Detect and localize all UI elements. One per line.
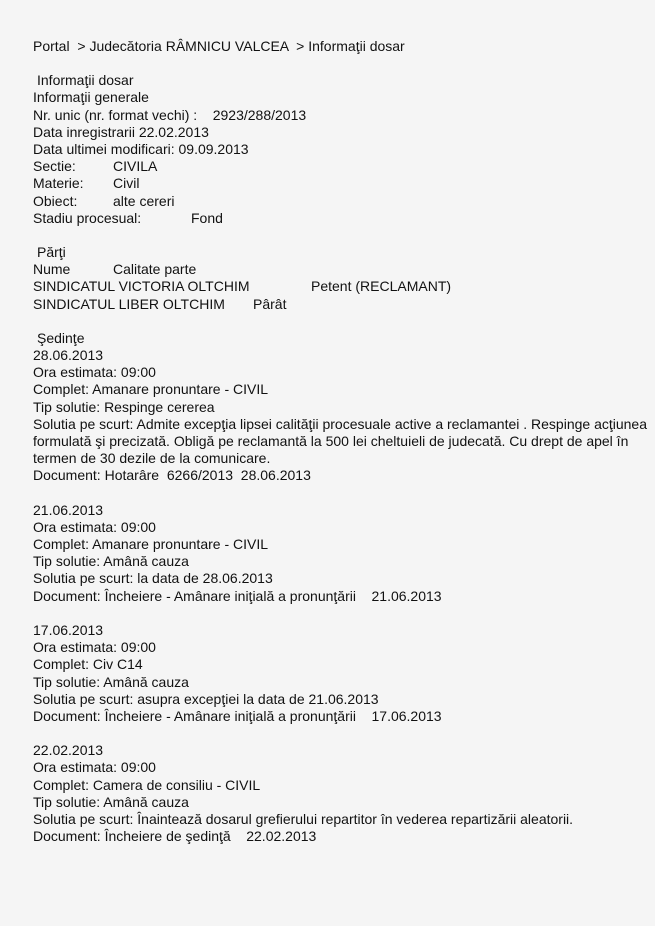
sedinta-complet: Complet: Amanare pronuntare - CIVIL bbox=[33, 536, 269, 553]
breadcrumb-portal-link[interactable]: Portal bbox=[33, 38, 70, 54]
sedinta-solutia: Solutia pe scurt: asupra excepţiei la data de 21.06.2013 bbox=[33, 690, 379, 707]
sedinta-solutia: Solutia pe scurt: Înaintează dosarul grefierului repartitor în vederea repartizării aleatorii. bbox=[33, 810, 574, 827]
data-inregistrarii-label: Data inregistrarii bbox=[33, 123, 135, 140]
sedinta-solutia: Solutia pe scurt: la data de 28.06.2013 bbox=[33, 570, 273, 587]
obiect-row bbox=[33, 193, 648, 210]
section-title-sedinte: Şedinţe bbox=[37, 329, 85, 346]
sedinta-complet: Complet: Amanare pronuntare - CIVIL bbox=[33, 381, 269, 398]
breadcrumb-current: Informaţii dosar bbox=[308, 38, 405, 54]
breadcrumb-separator: > bbox=[77, 38, 86, 54]
sedinta-ora: Ora estimata: 09:00 bbox=[33, 639, 156, 656]
sedinta-tip-solutie: Tip solutie: Amână cauza bbox=[33, 553, 189, 570]
general-info-section bbox=[33, 72, 648, 227]
parti-section bbox=[33, 244, 648, 313]
sedinta-entry bbox=[33, 742, 648, 845]
nr-unic-row bbox=[33, 107, 648, 124]
sedinta-date: 17.06.2013 bbox=[33, 621, 104, 638]
materie-value: Civil bbox=[113, 175, 140, 192]
parte-nume: SINDICATUL VICTORIA OLTCHIM bbox=[33, 278, 250, 295]
breadcrumb-separator: > bbox=[296, 38, 305, 54]
parti-header-row bbox=[33, 261, 648, 278]
sedinta-ora: Ora estimata: 09:00 bbox=[33, 759, 156, 776]
stadiu-value: Fond bbox=[191, 209, 223, 226]
sedinta-entry bbox=[33, 347, 648, 485]
breadcrumb bbox=[33, 38, 648, 55]
sectie-row bbox=[33, 158, 648, 175]
sedinta-date: 28.06.2013 bbox=[33, 347, 104, 364]
sedinta-ora: Ora estimata: 09:00 bbox=[33, 518, 156, 535]
sedinta-document: Document: Hotarâre 6266/2013 28.06.2013 bbox=[33, 467, 311, 484]
sedinta-complet: Complet: Civ C14 bbox=[33, 656, 143, 673]
page-content bbox=[33, 38, 648, 862]
sedinta-tip-solutie: Tip solutie: Amână cauza bbox=[33, 673, 189, 690]
parti-col-calitate: Calitate parte bbox=[113, 261, 197, 278]
sedinta-date: 21.06.2013 bbox=[33, 501, 104, 518]
materie-row bbox=[33, 175, 648, 192]
parte-nume: SINDICATUL LIBER OLTCHIM bbox=[33, 295, 225, 312]
parti-row bbox=[33, 278, 648, 295]
parti-col-nume: Nume bbox=[33, 261, 71, 278]
materie-label: Materie: bbox=[33, 175, 84, 192]
sedinta-complet: Complet: Camera de consiliu - CIVIL bbox=[33, 776, 261, 793]
sedinta-tip-solutie: Tip solutie: Amână cauza bbox=[33, 793, 189, 810]
breadcrumb-court-link[interactable]: Judecătoria RÂMNICU VALCEA bbox=[89, 38, 289, 54]
parti-row bbox=[33, 296, 648, 313]
section-title-parti: Părţi bbox=[37, 244, 66, 261]
sedinta-ora: Ora estimata: 09:00 bbox=[33, 364, 156, 381]
data-inregistrarii-value: 22.02.2013 bbox=[138, 123, 209, 140]
data-modificari-row bbox=[33, 141, 648, 158]
nr-unic-label: Nr. unic (nr. format vechi) : bbox=[33, 106, 198, 123]
sedinta-document: Document: Încheiere - Amânare iniţială a pronunţării 21.06.2013 bbox=[33, 587, 442, 604]
data-modificari-value: 09.09.2013 bbox=[178, 141, 249, 158]
sedinta-date: 22.02.2013 bbox=[33, 742, 104, 759]
sectie-value: CIVILA bbox=[113, 158, 158, 175]
nr-unic-value: 2923/288/2013 bbox=[212, 106, 307, 123]
sedinta-entry bbox=[33, 502, 648, 605]
sedinta-document: Document: Încheiere - Amânare iniţială a pronunţării 17.06.2013 bbox=[33, 707, 442, 724]
sedinta-tip-solutie: Tip solutie: Respinge cererea bbox=[33, 398, 215, 415]
data-modificari-label: Data ultimei modificari: bbox=[33, 141, 175, 158]
sedinta-document: Document: Încheiere de şedinţă 22.02.2013 bbox=[33, 828, 317, 845]
sedinta-entry bbox=[33, 622, 648, 725]
general-info-subtitle: Informaţii generale bbox=[33, 89, 149, 106]
obiect-value: alte cereri bbox=[113, 192, 175, 209]
sedinte-section bbox=[33, 330, 648, 845]
sedinta-solutia: Solutia pe scurt: Admite excepţia lipsei calităţii procesuale active a reclamantei . Respinge acţiunea formulată şi precizată. Obligă pe reclamantă la 500 lei cheltuieli de judecată. Cu drept de apel în termen de 30 dezile de la comunicare. bbox=[33, 415, 647, 467]
obiect-label: Obiect: bbox=[33, 192, 78, 209]
section-title-info: Informaţii dosar bbox=[37, 72, 134, 89]
parte-calitate: Pârât bbox=[253, 295, 287, 312]
parte-calitate: Petent (RECLAMANT) bbox=[311, 278, 452, 295]
stadiu-row bbox=[33, 210, 648, 227]
data-inregistrarii-row bbox=[33, 124, 648, 141]
stadiu-label: Stadiu procesual: bbox=[33, 209, 142, 226]
sectie-label: Sectie: bbox=[33, 158, 76, 175]
